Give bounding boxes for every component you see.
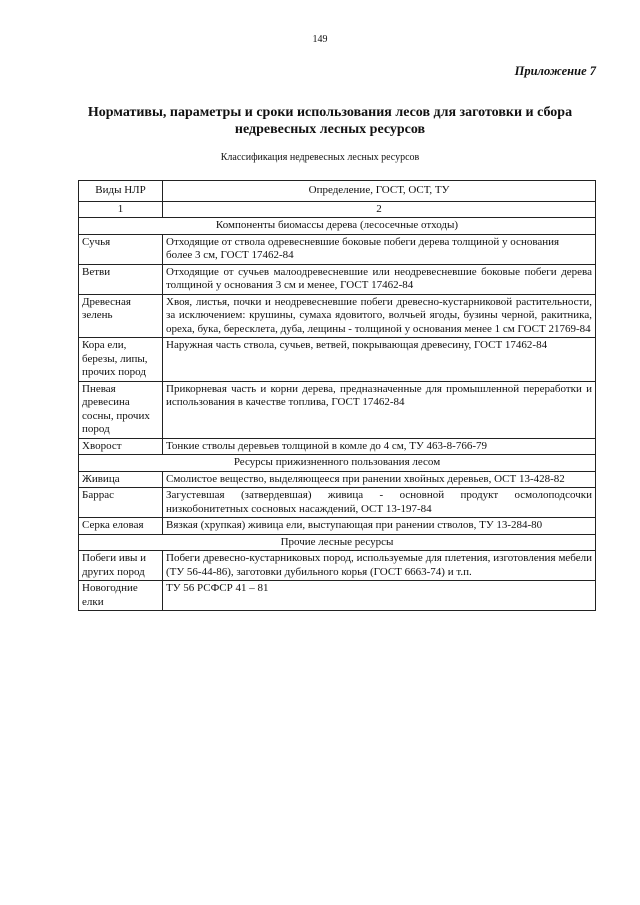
resource-definition bbox=[163, 488, 596, 518]
definition-text: Тонкие стволы деревьев толщиной в комле до 4 см, ТУ 463-8-766-79 bbox=[166, 439, 488, 452]
resource-definition bbox=[163, 294, 596, 338]
resource-definition bbox=[163, 551, 596, 581]
classification-table bbox=[78, 180, 596, 611]
resource-definition bbox=[163, 234, 596, 264]
resource-name: Ветви bbox=[79, 264, 163, 294]
section-title: Компоненты биомассы дерева (лесосечные отходы) bbox=[79, 218, 596, 235]
definition-text: Хвоя, листья, почки и неодревесневшие побеги древесно-кустарниковой растительности, за исключением: крушины, сумаха ядовитого, волчьей ягоды, бузины черной, ракитника, ореха, бука, бересклета, дуба, лещины - толщиной у основания менее 1 см ГОСТ 21769-84 bbox=[166, 295, 592, 335]
definition-text: Загустевшая (затвердевшая) живица - основной продукт осмолоподсочки низкобонитетных сосновых насаждений, ОСТ 13-197-84 bbox=[166, 489, 592, 515]
resource-name: Побеги ивы и других пород bbox=[79, 551, 163, 581]
appendix-label: Приложение 7 bbox=[514, 64, 596, 78]
header-type: Виды НЛР bbox=[79, 181, 163, 202]
table-row bbox=[79, 488, 596, 518]
resource-definition bbox=[163, 264, 596, 294]
table-header-row bbox=[79, 181, 596, 202]
resource-name: Пневая древесина сосны, прочих пород bbox=[79, 381, 163, 438]
resource-definition bbox=[163, 518, 596, 535]
definition-text: Побеги древесно-кустарниковых пород, используемые для плетения, изготовления мебели (ТУ 56-44-86), заготовки дубильного корья (ГОСТ 6663-74) и т.п. bbox=[166, 552, 592, 578]
table-row bbox=[79, 518, 596, 535]
resource-definition bbox=[163, 381, 596, 438]
section-title: Ресурсы прижизненного пользования лесом bbox=[79, 455, 596, 472]
definition-text: более 3 см, ГОСТ 17462-84 bbox=[166, 249, 294, 261]
table-row bbox=[79, 294, 596, 338]
table-subtitle: Классификация недревесных лесных ресурсов bbox=[220, 152, 420, 163]
section-title: Прочие лесные ресурсы bbox=[79, 534, 596, 551]
definition-text: Отходящие от ствола одревесневшие боковые побеги дерева толщиной у основания bbox=[166, 235, 560, 248]
table-row bbox=[79, 338, 596, 382]
section-row bbox=[79, 455, 596, 472]
column-number-2: 2 bbox=[163, 201, 596, 218]
resource-name: Живица bbox=[79, 471, 163, 488]
resource-name: Древесная зелень bbox=[79, 294, 163, 338]
definition-text: Смолистое вещество, выделяющееся при ранении хвойных деревьев, ОСТ 13-428-82 bbox=[166, 472, 565, 485]
page-number: 149 bbox=[312, 34, 328, 45]
resource-name: Баррас bbox=[79, 488, 163, 518]
table-row bbox=[79, 438, 596, 455]
column-number-1: 1 bbox=[79, 201, 163, 218]
table-body bbox=[79, 218, 596, 611]
table-row bbox=[79, 381, 596, 438]
section-row bbox=[79, 534, 596, 551]
resource-definition bbox=[163, 471, 596, 488]
table-row bbox=[79, 471, 596, 488]
resource-name: Кора ели, березы, липы, прочих пород bbox=[79, 338, 163, 382]
resource-name: Сучья bbox=[79, 234, 163, 264]
resource-name: Новогодние елки bbox=[79, 581, 163, 611]
table-row bbox=[79, 264, 596, 294]
resource-name: Серка еловая bbox=[79, 518, 163, 535]
definition-text: Прикорневая часть и корни дерева, предназначенные для промышленной переработки и использования в качестве топлива, ГОСТ 17462-84 bbox=[166, 382, 592, 408]
definition-text: ТУ 56 РСФСР 41 – 81 bbox=[166, 582, 269, 594]
header-definition: Определение, ГОСТ, ОСТ, ТУ bbox=[163, 181, 596, 202]
resource-definition bbox=[163, 338, 596, 382]
table-row bbox=[79, 551, 596, 581]
table-row bbox=[79, 234, 596, 264]
section-row bbox=[79, 218, 596, 235]
definition-text: Вязкая (хрупкая) живица ели, выступающая при ранении стволов, ТУ 13-284-80 bbox=[166, 519, 543, 531]
definition-text: Отходящие от сучьев малоодревесневшие или неодревесневшие боковые побеги дерева толщиной у основания 3 см и менее, ГОСТ 17462-84 bbox=[166, 265, 592, 291]
document-title: Нормативы, параметры и сроки использования лесов для заготовки и сбора недревесных лесных ресурсов bbox=[87, 105, 573, 137]
definition-text: Наружная часть ствола, сучьев, ветвей, покрывающая древесину, ГОСТ 17462-84 bbox=[166, 339, 548, 351]
resource-definition bbox=[163, 581, 596, 611]
resource-definition bbox=[163, 438, 596, 455]
resource-name: Хворост bbox=[79, 438, 163, 455]
table-row bbox=[79, 581, 596, 611]
column-number-row bbox=[79, 201, 596, 218]
